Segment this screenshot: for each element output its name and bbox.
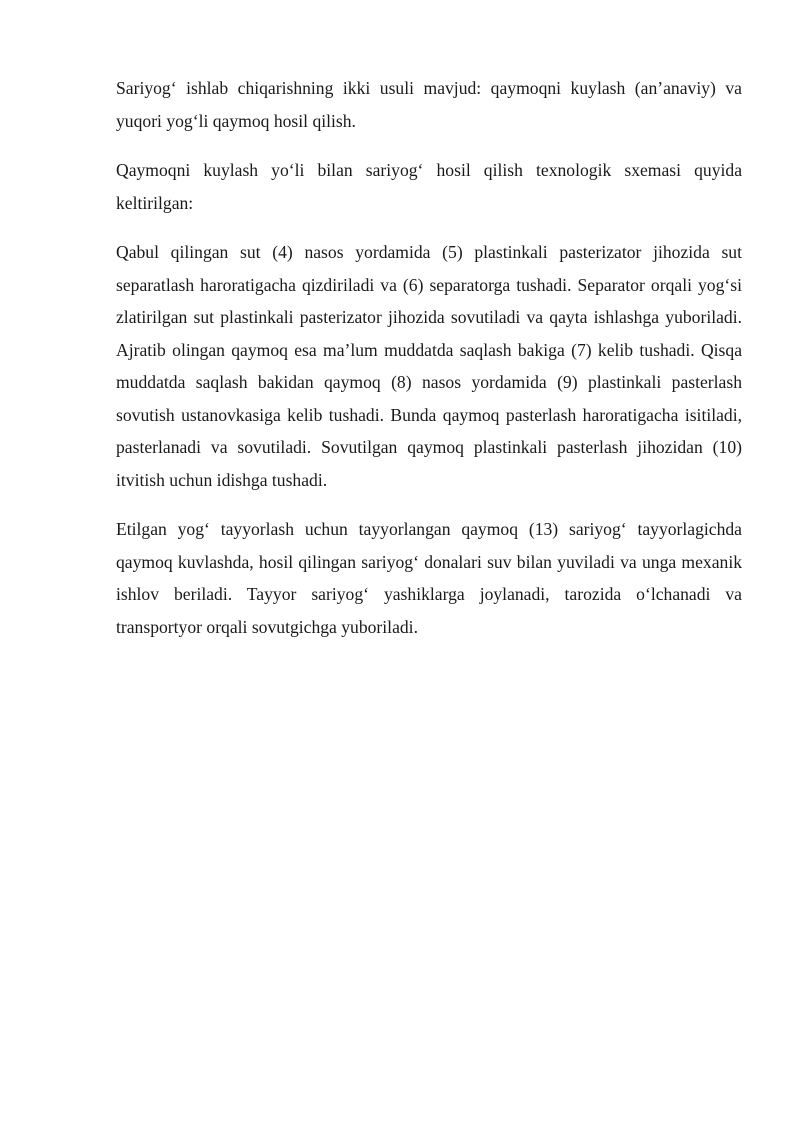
paragraph-intro: Sariyog‘ ishlab chiqarishning ikki usuli mavjud: qaymoqni kuylash (an’anaviy) va yuqori yog‘li qaymoq hosil qilish. — [116, 78, 742, 131]
paragraph-process-description: Qabul qilingan sut (4) nasos yordamida (5) plastinkali pasterizator jihozida sut separatlash haroratigacha qizdiriladi va (6) separatorga tushadi. Separator orqali yog‘si zlatirilgan sut plastinkali pasterizator jihozida sovutiladi va qayta ishlashga yuboriladi. Ajratib olingan qaymoq esa ma’lum muddatda saqlash bakiga (7) kelib tushadi. Qisqa muddatda saqlash bakidan qaymoq (8) nasos yordamida (9) plastinkali pasterlash sovutish ustanovkasiga kelib tushadi. Bunda qaymoq pasterlash haroratigacha isitiladi, pasterlanadi va sovutiladi. Sovutilgan qaymoq plastinkali pasterlash jihozidan (10) itvitish uchun idishga tushadi. — [116, 242, 742, 490]
paragraph-butter-preparation: Etilgan yog‘ tayyorlash uchun tayyorlangan qaymoq (13) sariyog‘ tayyorlagichda qaymoq kuvlashda, hosil qilingan sariyog‘ donalari suv bilan yuviladi va unga mexanik ishlov beriladi. Tayyor sariyog‘ yashiklarga joylanadi, tarozida o‘lchanadi va transportyor orqali sovutgichga yuboriladi. — [116, 519, 742, 637]
paragraph-scheme-heading: Qaymoqni kuylash yo‘li bilan sariyog‘ hosil qilish texnologik sxemasi quyida keltirilgan: — [116, 160, 742, 213]
